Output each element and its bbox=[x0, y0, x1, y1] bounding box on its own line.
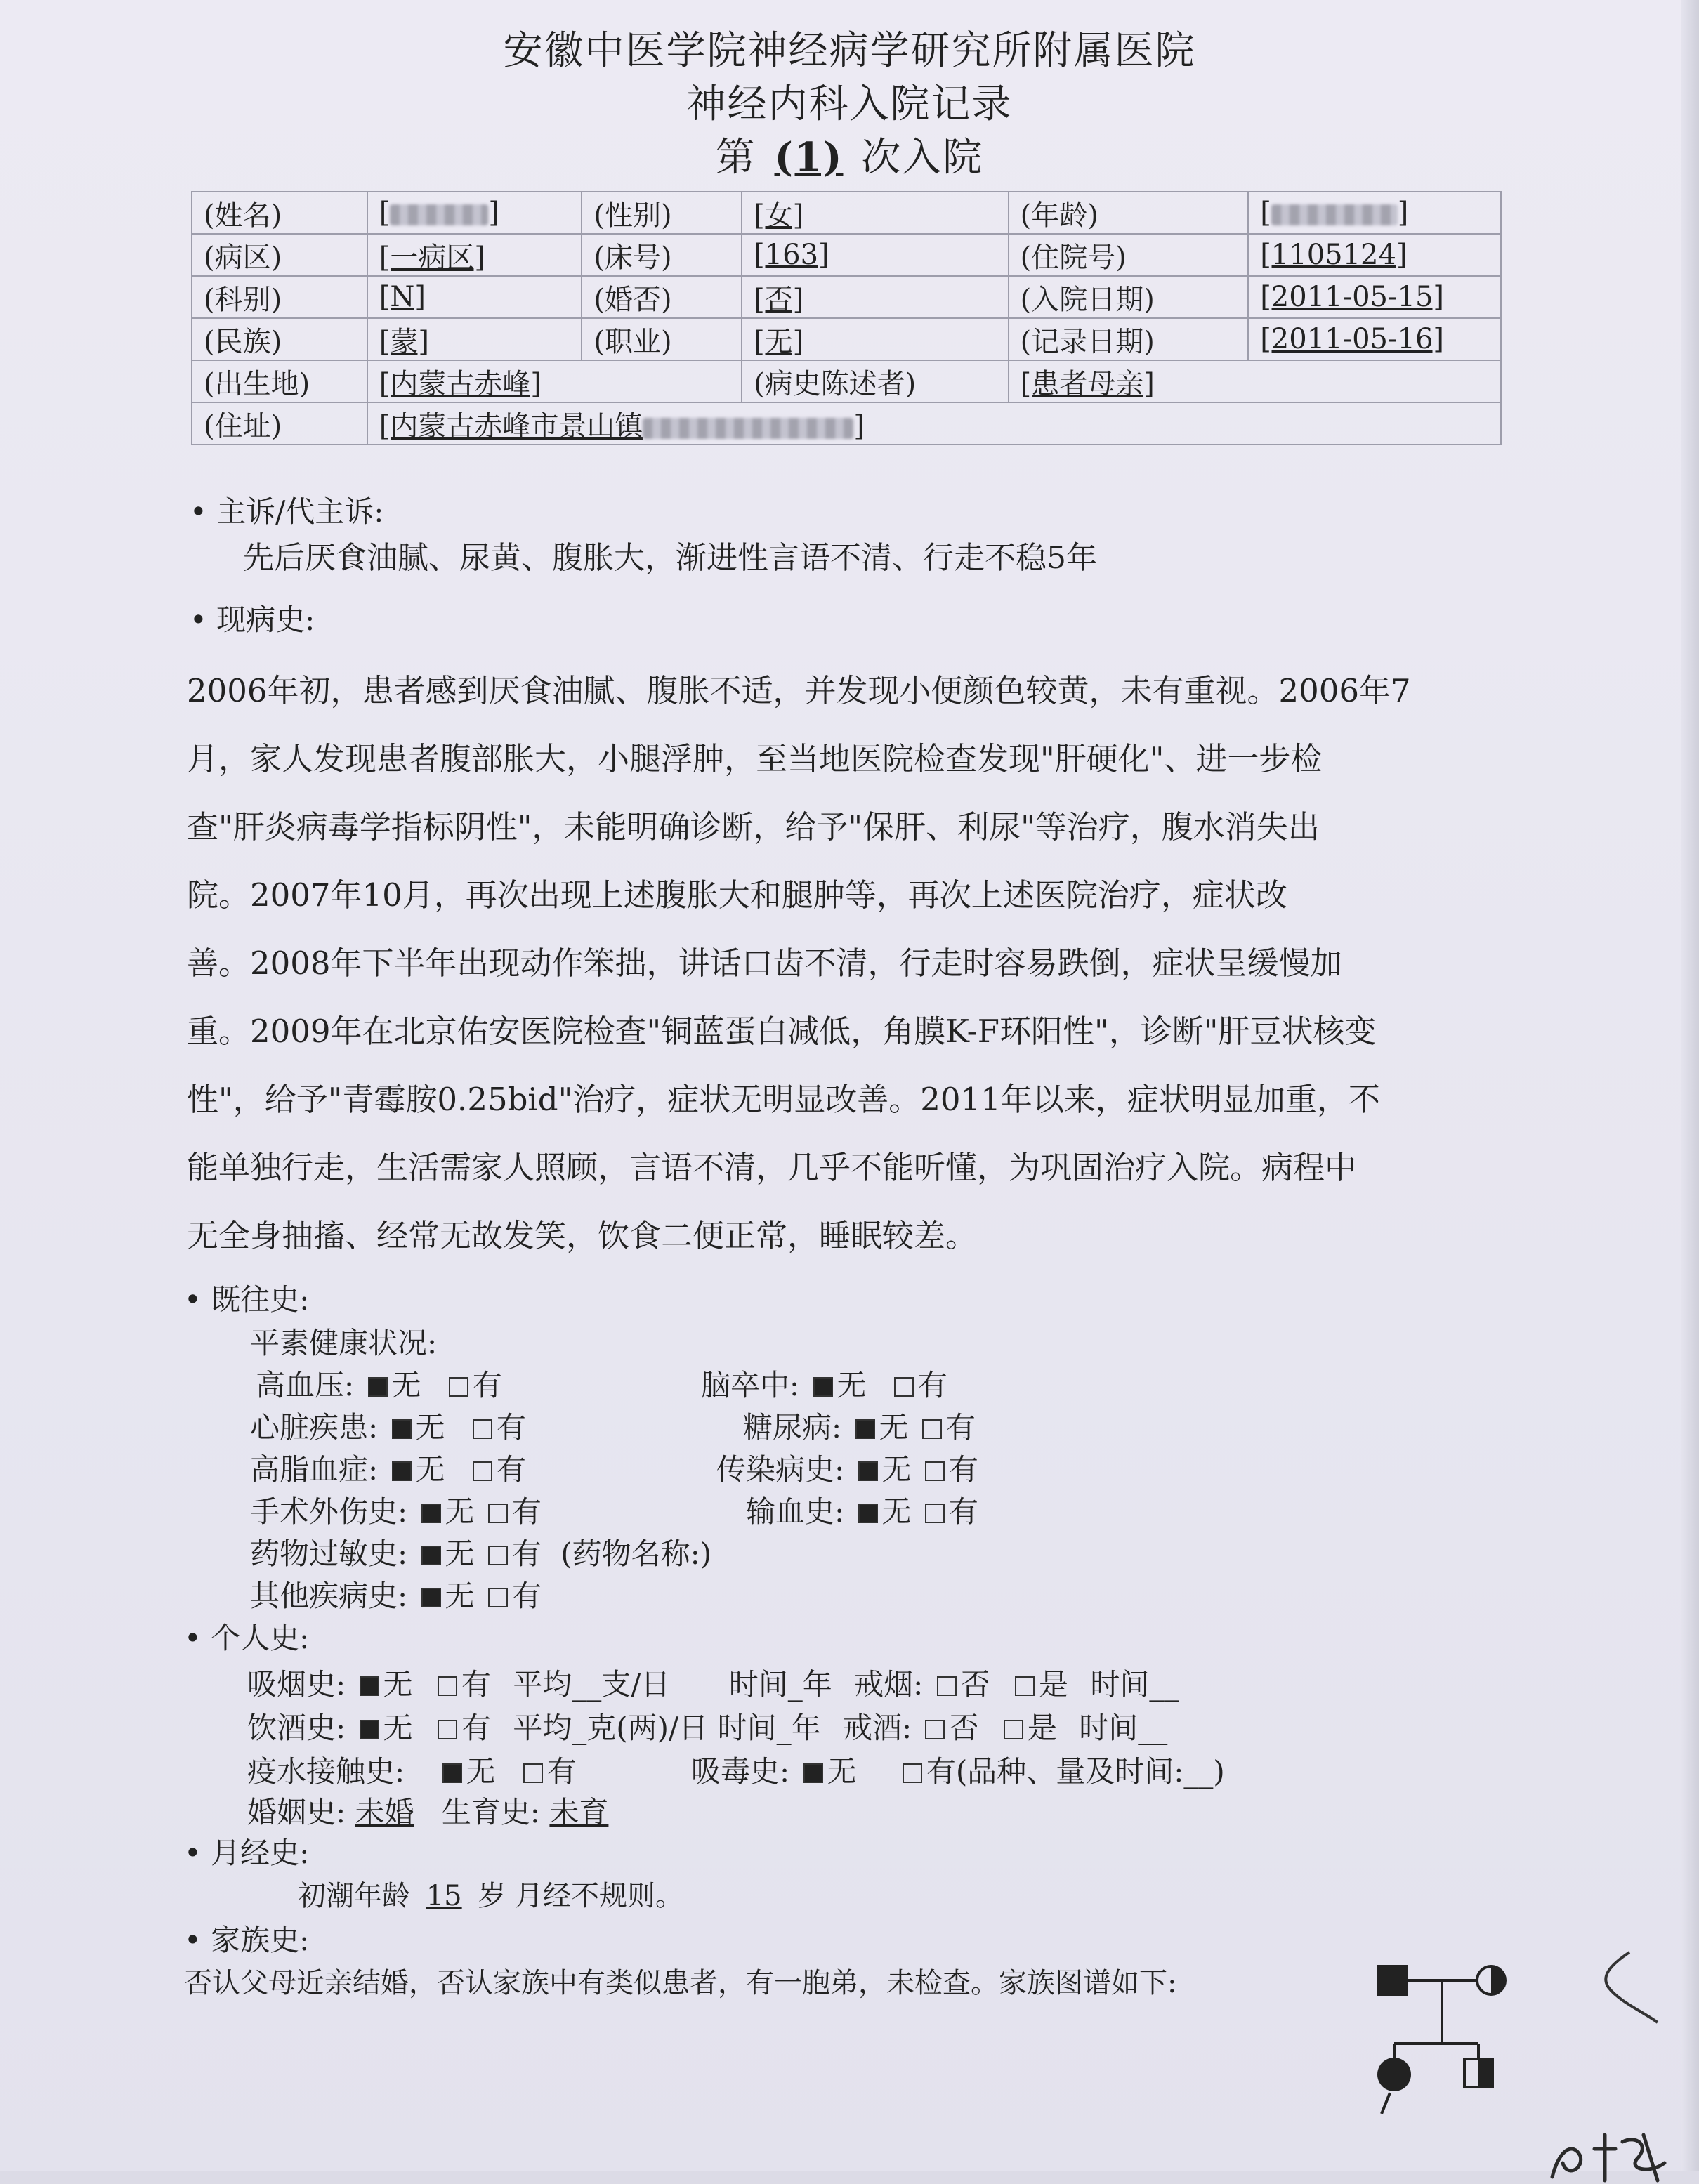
name-label: (姓名) bbox=[192, 192, 367, 234]
sex-label: (性别) bbox=[582, 192, 742, 234]
option-yes: 有 bbox=[948, 1494, 978, 1529]
diabetes-no-checkbox[interactable] bbox=[855, 1419, 875, 1439]
record-title: 神经内科入院记录 bbox=[686, 81, 1013, 127]
option-yes: 有 bbox=[511, 1537, 542, 1571]
quit-drinking-yes-checkbox[interactable] bbox=[1004, 1720, 1023, 1739]
family-heading: • 家族史: bbox=[184, 1917, 309, 1959]
smoking-time: 时间_年 bbox=[728, 1667, 832, 1702]
ward-value: [一病区] bbox=[367, 234, 582, 276]
quit-smoking-no-checkbox[interactable] bbox=[937, 1676, 957, 1696]
allergy-drug-name: (药物名称:) bbox=[560, 1537, 712, 1571]
paper-edge-bottom bbox=[0, 2171, 1699, 2184]
option-yes: 有 bbox=[546, 1754, 577, 1789]
married-label: (婚否) bbox=[582, 276, 742, 318]
info-row bbox=[192, 318, 1501, 360]
present-history-text bbox=[187, 657, 1521, 1270]
option-no: 无 bbox=[415, 1452, 445, 1487]
drug-use-label: 吸毒史: bbox=[691, 1754, 790, 1789]
option-yes: 是 bbox=[1039, 1667, 1069, 1702]
father-square-icon bbox=[1379, 1966, 1407, 1994]
option-yes: 有 bbox=[945, 1410, 976, 1445]
allergy-label: 药物过敏史: bbox=[250, 1537, 408, 1571]
diabetes-label: 糖尿病: bbox=[743, 1410, 842, 1445]
history-line: 无全身抽搐、经常无故发笑，饮食二便正常，睡眠较差。 bbox=[187, 1217, 978, 1254]
option-no: 无 bbox=[383, 1667, 413, 1702]
personal-history-heading: • 个人史: bbox=[184, 1615, 309, 1657]
birthplace-label: (出生地) bbox=[192, 360, 367, 402]
option-yes: 有 bbox=[948, 1452, 978, 1487]
hypertension-no-checkbox[interactable] bbox=[368, 1377, 388, 1397]
history-line: 性"，给予"青霉胺0.25bid"治疗，症状无明显改善。2011年以来，症状明显加重，不 bbox=[187, 1081, 1380, 1118]
history-line: 善。2008年下半年出现动作笨拙，讲话口齿不清，行走时容易跌倒，症状呈缓慢加 bbox=[187, 945, 1342, 982]
past-history-heading: • 既往史: bbox=[184, 1277, 309, 1319]
drinking-no-checkbox[interactable] bbox=[360, 1720, 379, 1739]
hypertension-label: 高血压: bbox=[256, 1368, 355, 1402]
drinking-label: 饮酒史: bbox=[247, 1711, 346, 1745]
diabetes-yes-checkbox[interactable] bbox=[922, 1419, 942, 1439]
option-no: 否 bbox=[960, 1667, 990, 1702]
stroke-label: 脑卒中: bbox=[701, 1368, 800, 1402]
option-yes: 有 bbox=[511, 1579, 542, 1613]
patient-info-table bbox=[191, 191, 1502, 445]
sex-value: [女] bbox=[742, 192, 1009, 234]
option-yes: 有 bbox=[496, 1452, 526, 1487]
married-value: [否] bbox=[742, 276, 1009, 318]
info-row bbox=[192, 360, 1501, 402]
heart-disease-row bbox=[250, 1405, 526, 1447]
proband-circle-icon bbox=[1377, 2058, 1411, 2091]
history-line: 院。2007年10月，再次出现上述腹胀大和腿肿等，再次上述医院治疗，症状改 bbox=[187, 876, 1287, 914]
complaint-text: 先后厌食油腻、尿黄、腹胀大，渐进性言语不清、行走不稳5年 bbox=[243, 540, 1097, 576]
fertility-label: 生育史: bbox=[441, 1795, 541, 1829]
proband-arrow-icon bbox=[1382, 2093, 1390, 2114]
admit-date-label: (入院日期) bbox=[1009, 276, 1249, 318]
birthplace-value: [内蒙古赤峰] bbox=[367, 360, 742, 402]
inpatient-value: [1105124] bbox=[1248, 234, 1501, 276]
address-value bbox=[367, 402, 1501, 445]
fertility-value: 未育 bbox=[549, 1795, 609, 1829]
hyperlipidemia-yes-checkbox[interactable] bbox=[473, 1461, 492, 1481]
option-yes: 有 bbox=[511, 1494, 542, 1529]
option-no: 无 bbox=[881, 1494, 912, 1529]
history-line: 查"肝炎病毒学指标阴性"，未能明确诊断，给予"保肝、利尿"等治疗，腹水消失出 bbox=[187, 808, 1320, 846]
allergy-yes-checkbox[interactable] bbox=[488, 1546, 508, 1565]
hyperlipidemia-label: 高脂血症: bbox=[250, 1452, 379, 1487]
quit-drinking-time: 时间__ bbox=[1079, 1711, 1168, 1745]
redacted-name bbox=[390, 204, 488, 225]
menstrual-row bbox=[298, 1874, 683, 1914]
drinking-yes-checkbox[interactable] bbox=[438, 1720, 457, 1739]
transfusion-label: 输血史: bbox=[746, 1494, 845, 1529]
infectious-row bbox=[716, 1447, 978, 1489]
complaint-heading: • 主诉/代主诉: bbox=[190, 489, 383, 531]
infectious-no-checkbox[interactable] bbox=[858, 1461, 878, 1481]
admission-suffix: 次入院 bbox=[861, 135, 984, 180]
heart-disease-label: 心脏疾患: bbox=[250, 1410, 379, 1445]
stroke-no-checkbox[interactable] bbox=[813, 1377, 833, 1397]
hyperlipidemia-no-checkbox[interactable] bbox=[392, 1461, 412, 1481]
option-no: 无 bbox=[445, 1579, 475, 1613]
hyperlipidemia-row bbox=[250, 1447, 526, 1489]
general-health-label: 平素健康状况: bbox=[250, 1326, 438, 1360]
admission-number: (1) bbox=[774, 134, 844, 180]
other-disease-yes-checkbox[interactable] bbox=[488, 1588, 508, 1607]
info-row bbox=[192, 234, 1501, 276]
info-row bbox=[192, 276, 1501, 318]
narrator-label: (病史陈述者) bbox=[742, 360, 1009, 402]
family-pedigree-diagram bbox=[1373, 1952, 1514, 2135]
option-no: 无 bbox=[466, 1754, 496, 1789]
smoking-yes-checkbox[interactable] bbox=[438, 1676, 457, 1696]
water-contact-no-checkbox[interactable] bbox=[442, 1763, 462, 1783]
hypertension-row bbox=[256, 1362, 502, 1405]
option-no: 无 bbox=[391, 1368, 421, 1402]
stroke-row bbox=[701, 1362, 947, 1405]
record-date-value: [2011-05-16] bbox=[1248, 318, 1501, 360]
signature-stroke bbox=[1552, 2135, 1665, 2180]
inpatient-label: (住院号) bbox=[1009, 234, 1249, 276]
option-yes: 是 bbox=[1027, 1711, 1057, 1745]
history-line: 能单独行走，生活需家人照顾，言语不清，几乎不能听懂，为巩固治疗入院。病程中 bbox=[187, 1149, 1357, 1186]
hypertension-yes-checkbox[interactable] bbox=[449, 1377, 468, 1397]
redacted-address bbox=[643, 418, 853, 439]
surgery-row bbox=[250, 1489, 542, 1531]
admit-date-value: [2011-05-15] bbox=[1248, 276, 1501, 318]
smoking-average: 平均__支/日 bbox=[513, 1667, 671, 1702]
handwritten-mark bbox=[1587, 1945, 1665, 2030]
option-no: 无 bbox=[415, 1410, 445, 1445]
address-end: ] bbox=[853, 409, 865, 442]
option-no: 否 bbox=[949, 1711, 979, 1745]
infectious-label: 传染病史: bbox=[716, 1452, 845, 1487]
marriage-label: 婚姻史: bbox=[247, 1795, 346, 1829]
address-text: [内蒙古赤峰市景山镇 bbox=[379, 409, 643, 442]
quit-smoking-label: 戒烟: bbox=[854, 1667, 924, 1702]
water-contact-row bbox=[247, 1749, 577, 1791]
job-value: [无] bbox=[742, 318, 1009, 360]
smoking-no-checkbox[interactable] bbox=[360, 1676, 379, 1696]
transfusion-row bbox=[746, 1489, 978, 1531]
menstrual-heading: • 月经史: bbox=[184, 1830, 309, 1872]
option-no: 无 bbox=[881, 1452, 912, 1487]
drug-use-yes-detail: 有(品种、量及时间:__) bbox=[926, 1754, 1225, 1789]
age-value: [ ] bbox=[1248, 192, 1501, 234]
option-yes: 有 bbox=[461, 1711, 491, 1745]
heart-disease-yes-checkbox[interactable] bbox=[473, 1419, 492, 1439]
job-label: (职业) bbox=[582, 318, 742, 360]
option-no: 无 bbox=[383, 1711, 413, 1745]
history-line: 2006年初，患者感到厌食油腻、腹胀不适，并发现小便颜色较黄，未有重视。2006年7 bbox=[187, 672, 1411, 709]
quit-drinking-label: 戒酒: bbox=[842, 1711, 912, 1745]
menstrual-text: 月经不规则。 bbox=[515, 1880, 684, 1912]
infectious-yes-checkbox[interactable] bbox=[925, 1461, 945, 1481]
drinking-time: 时间_年 bbox=[717, 1711, 821, 1745]
allergy-row bbox=[250, 1531, 711, 1573]
quit-drinking-no-checkbox[interactable] bbox=[925, 1720, 945, 1739]
transfusion-no-checkbox[interactable] bbox=[858, 1504, 878, 1523]
pen-stroke bbox=[1606, 1952, 1658, 2022]
drinking-row bbox=[247, 1705, 1167, 1747]
option-yes: 有 bbox=[496, 1410, 526, 1445]
quit-smoking-time: 时间__ bbox=[1090, 1667, 1179, 1702]
brother-carrier-half-icon bbox=[1478, 2059, 1493, 2087]
other-disease-label: 其他疾病史: bbox=[250, 1579, 408, 1613]
ethnic-value: [蒙] bbox=[367, 318, 582, 360]
surgery-label: 手术外伤史: bbox=[250, 1494, 408, 1529]
bed-label: (床号) bbox=[582, 234, 742, 276]
water-contact-yes-checkbox[interactable] bbox=[523, 1763, 543, 1783]
other-disease-no-checkbox[interactable] bbox=[421, 1588, 441, 1607]
drug-use-row bbox=[691, 1749, 1225, 1791]
option-no: 无 bbox=[837, 1368, 867, 1402]
present-history-heading: • 现病史: bbox=[190, 597, 315, 639]
doctor-signature bbox=[1545, 2121, 1686, 2184]
address-label: (住址) bbox=[192, 402, 367, 445]
marriage-row bbox=[247, 1789, 608, 1831]
option-yes: 有 bbox=[461, 1667, 491, 1702]
menarche-age: 15 bbox=[426, 1880, 462, 1912]
ethnic-label: (民族) bbox=[192, 318, 367, 360]
option-no: 无 bbox=[879, 1410, 909, 1445]
transfusion-yes-checkbox[interactable] bbox=[925, 1504, 945, 1523]
surgery-no-checkbox[interactable] bbox=[421, 1504, 441, 1523]
option-no: 无 bbox=[827, 1754, 857, 1789]
smoking-row bbox=[247, 1662, 1179, 1704]
diabetes-row bbox=[743, 1405, 976, 1447]
admission-count bbox=[0, 126, 1699, 183]
admission-prefix: 第 bbox=[715, 135, 756, 180]
hospital-title: 安徽中医学院神经病学研究所附属医院 bbox=[503, 28, 1196, 74]
dept-label: (科别) bbox=[192, 276, 367, 318]
mother-carrier-half-icon bbox=[1491, 1966, 1505, 1994]
name-value: [ ] bbox=[367, 192, 582, 234]
other-disease-row bbox=[250, 1573, 542, 1615]
quit-smoking-yes-checkbox[interactable] bbox=[1015, 1676, 1035, 1696]
drinking-average: 平均_克(两)/日 bbox=[513, 1711, 709, 1745]
option-yes: 有 bbox=[472, 1368, 502, 1402]
option-no: 无 bbox=[445, 1494, 475, 1529]
age-label: (年龄) bbox=[1009, 192, 1249, 234]
info-row bbox=[192, 402, 1501, 445]
paper-edge-right bbox=[1681, 0, 1699, 2184]
bed-value: [163] bbox=[742, 234, 1009, 276]
heart-disease-no-checkbox[interactable] bbox=[392, 1419, 412, 1439]
marriage-value: 未婚 bbox=[355, 1795, 414, 1829]
ward-label: (病区) bbox=[192, 234, 367, 276]
menarche-unit: 岁 bbox=[478, 1880, 506, 1912]
allergy-no-checkbox[interactable] bbox=[421, 1546, 441, 1565]
info-row bbox=[192, 192, 1501, 234]
narrator-value: [患者母亲] bbox=[1009, 360, 1501, 402]
surgery-yes-checkbox[interactable] bbox=[488, 1504, 508, 1523]
smoking-label: 吸烟史: bbox=[247, 1667, 346, 1702]
drug-use-no-checkbox[interactable] bbox=[803, 1763, 823, 1783]
history-line: 重。2009年在北京佑安医院检查"铜蓝蛋白减低，角膜K-F环阳性"，诊断"肝豆状核变 bbox=[187, 1013, 1377, 1050]
option-yes: 有 bbox=[917, 1368, 947, 1402]
option-no: 无 bbox=[445, 1537, 475, 1571]
water-contact-label: 疫水接触史: bbox=[247, 1754, 405, 1789]
record-date-label: (记录日期) bbox=[1009, 318, 1249, 360]
dept-value: [N] bbox=[367, 276, 582, 318]
drug-use-yes-checkbox[interactable] bbox=[903, 1763, 922, 1783]
redacted-age bbox=[1271, 204, 1398, 225]
menarche-label: 初潮年龄 bbox=[298, 1880, 410, 1912]
family-text: 否认父母近亲结婚，否认家族中有类似患者，有一胞弟，未检查。家族图谱如下: bbox=[184, 1967, 1177, 1999]
stroke-yes-checkbox[interactable] bbox=[894, 1377, 914, 1397]
history-line: 月，家人发现患者腹部胀大，小腿浮肿，至当地医院检查发现"肝硬化"、进一步检 bbox=[187, 740, 1323, 777]
